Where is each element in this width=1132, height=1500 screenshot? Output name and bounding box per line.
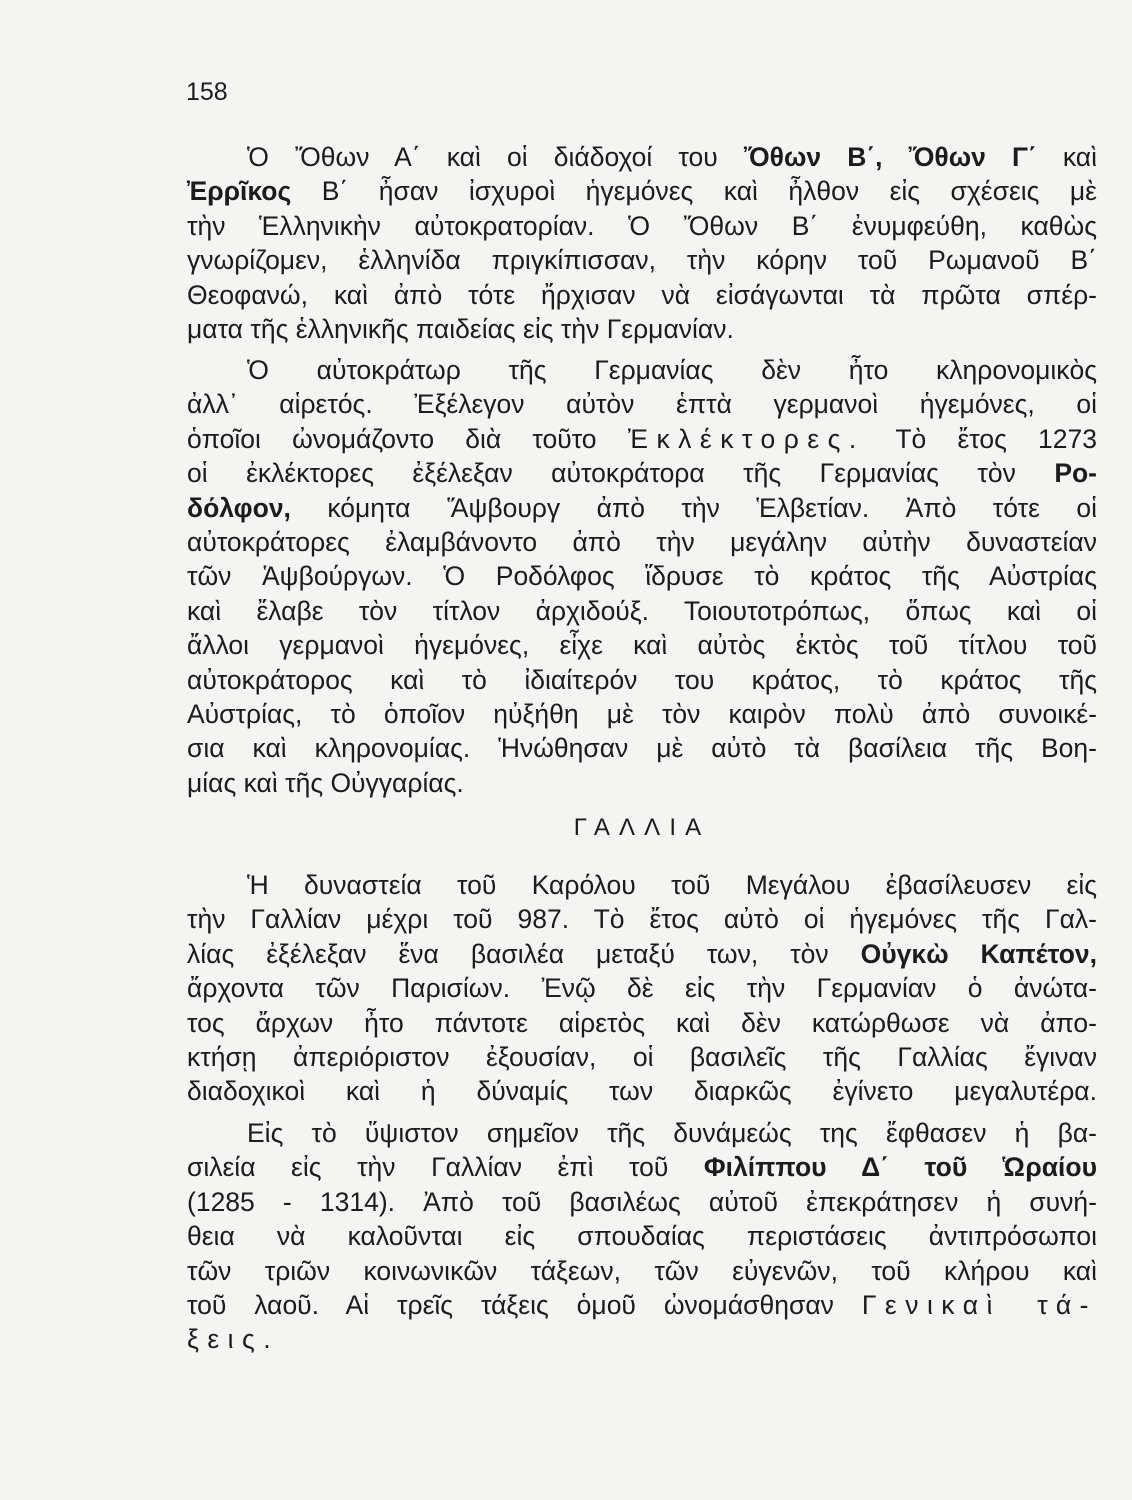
text-segment: οἱ ἐκλέκτορες ἐξέλεξαν αὐτοκράτορα τῆς Γερμανίας τὸν	[187, 458, 1055, 489]
spaced-text: Γενικαὶ τά-	[861, 1289, 1097, 1320]
text-line	[187, 1288, 1097, 1322]
text-segment: μίας καὶ τῆς Οὐγγαρίας.	[187, 767, 464, 798]
text-segment: κόμητα Ἅψβουργ ἀπὸ τὴν Ἑλβετίαν. Ἀπὸ τότε οἱ	[290, 492, 1097, 523]
paragraph-1	[187, 140, 1097, 346]
text-segment: Ὁ Ὄθων Α΄ καὶ οἱ διάδοχοί του	[247, 142, 744, 172]
text-line	[187, 971, 1097, 1005]
text-segment: ὁποῖοι ὠνομάζοντο διὰ τοῦτο	[187, 423, 628, 454]
text-segment: (1285 - 1314). Ἀπὸ τοῦ βασιλέως αὐτοῦ ἐπεκράτησεν ἡ συνή-	[187, 1186, 1097, 1217]
text-line	[187, 422, 1097, 456]
text-segment: ματα τῆς ἑλληνικῆς παιδείας εἰς τὴν Γερμανίαν.	[187, 313, 734, 344]
text-line	[187, 937, 1097, 971]
text-line	[187, 209, 1097, 243]
text-line	[187, 697, 1097, 731]
text-segment: καὶ ἔλαβε τὸν τίτλον ἀρχιδούξ. Τοιουτοτρόπως, ὅπως καὶ οἱ	[187, 595, 1097, 626]
section-heading: ΓΑΛΛΙΑ	[573, 814, 711, 841]
text-segment: διαδοχικοὶ καὶ ἡ δύναμίς των διαρκῶς ἐγίνετο μεγαλυτέρα.	[187, 1076, 1097, 1107]
text-line	[187, 1254, 1097, 1288]
text-line	[187, 559, 1097, 593]
bold-text: Οὐγκὼ Καπέτον,	[860, 938, 1097, 969]
text-segment: αὐτοκράτορες ἐλαμβάνοντο ἀπὸ τὴν μεγάλην αὐτὴν δυναστείαν	[187, 526, 1097, 557]
text-segment: σιλεία εἰς τὴν Γαλλίαν ἐπὶ τοῦ	[187, 1152, 704, 1183]
text-line	[187, 1322, 1097, 1356]
text-line	[187, 628, 1097, 662]
text-line	[187, 1185, 1097, 1219]
text-segment: Εἰς τὸ ὕψιστον σημεῖον τῆς δυνάμεώς της ἔφθασεν ἡ βα-	[247, 1118, 1097, 1148]
text-line	[187, 174, 1097, 208]
text-segment: Ὁ αὐτοκράτωρ τῆς Γερμανίας δὲν ἦτο κληρονομικὸς	[247, 355, 1097, 385]
text-segment: τὴν Ἑλληνικὴν αὐτοκρατορίαν. Ὁ Ὄθων Β΄ ἐνυμφεύθη, καθὼς	[187, 210, 1097, 241]
text-line	[187, 525, 1097, 559]
text-segment: ἀλλ᾽ αἱρετός. Ἐξέλεγον αὐτὸν ἑπτὰ γερμανοὶ ἡγεμόνες, οἱ	[187, 389, 1097, 420]
text-line	[187, 1150, 1097, 1184]
text-line	[187, 1219, 1097, 1253]
text-segment: ἄλλοι γερμανοὶ ἡγεμόνες, εἶχε καὶ αὐτὸς ἐκτὸς τοῦ τίτλου τοῦ	[187, 630, 1097, 661]
text-segment: Ἡ δυναστεία τοῦ Καρόλου τοῦ Μεγάλου ἐβασίλευσεν εἰς	[247, 870, 1097, 900]
text-line	[187, 387, 1097, 421]
text-line	[187, 140, 1097, 174]
text-line	[187, 594, 1097, 628]
paragraph-3	[187, 868, 1097, 1109]
page-number: 158	[186, 78, 228, 106]
text-line	[187, 731, 1097, 765]
text-line	[187, 491, 1097, 525]
bold-text: Φιλίππου Δ΄ τοῦ Ὡραίου	[703, 1152, 1097, 1183]
text-line	[187, 1074, 1097, 1108]
text-segment: αὐτοκράτορος καὶ τὸ ἰδιαίτερόν του κράτος, τὸ κράτος τῆς	[187, 664, 1097, 695]
paragraph-4	[187, 1116, 1097, 1357]
text-line	[187, 353, 1097, 387]
text-line	[187, 243, 1097, 277]
spaced-text: Ἐκλέκτορες.	[627, 423, 865, 454]
text-line	[187, 312, 1097, 346]
text-segment: Β΄ ἦσαν ἰσχυροὶ ἡγεμόνες καὶ ἦλθον εἰς σχέσεις μὲ	[291, 176, 1097, 207]
paragraph-2	[187, 353, 1097, 800]
bold-text: Ρο-	[1054, 458, 1097, 489]
text-line	[187, 868, 1097, 902]
text-segment: θεια νὰ καλοῦνται εἰς σπουδαίας περιστάσεις ἀντιπρόσωποι	[187, 1221, 1097, 1252]
text-line	[187, 1116, 1097, 1150]
text-segment: τῶν τριῶν κοινωνικῶν τάξεων, τῶν εὐγενῶν, τοῦ κλήρου καὶ	[187, 1255, 1097, 1286]
bold-text: Ὄθων Β΄, Ὄθων Γ΄	[743, 142, 1037, 172]
text-segment: καὶ	[1036, 142, 1098, 172]
text-line	[187, 1040, 1097, 1074]
text-segment: Θεοφανώ, καὶ ἀπὸ τότε ἤρχισαν νὰ εἰσάγωνται τὰ πρῶτα σπέρ-	[187, 279, 1097, 310]
text-segment: κτήσῃ ἀπεριόριστον ἐξουσίαν, οἱ βασιλεῖς τῆς Γαλλίας ἔγιναν	[187, 1041, 1097, 1072]
text-segment: ἄρχοντα τῶν Παρισίων. Ἐνῷ δὲ εἰς τὴν Γερμανίαν ὁ ἀνώτα-	[187, 973, 1097, 1004]
text-segment: Αὐστρίας, τὸ ὁποῖον ηὐξήθη μὲ τὸν καιρὸν πολὺ ἀπὸ συνοικέ-	[187, 698, 1097, 729]
bold-text: δόλφον,	[187, 492, 291, 523]
text-segment: τὴν Γαλλίαν μέχρι τοῦ 987. Τὸ ἔτος αὐτὸ οἱ ἡγεμόνες τῆς Γαλ-	[187, 904, 1097, 935]
text-line	[187, 902, 1097, 936]
text-segment: Τὸ ἔτος 1273	[864, 423, 1097, 454]
text-segment: τοῦ λαοῦ. Αἱ τρεῖς τάξεις ὁμοῦ ὠνομάσθησαν	[187, 1289, 862, 1320]
text-line	[187, 278, 1097, 312]
text-line	[187, 663, 1097, 697]
text-line	[187, 1006, 1097, 1040]
bold-text: Ἐρρῖκος	[187, 176, 292, 207]
spaced-text: ξεις.	[187, 1324, 280, 1355]
text-segment: σια καὶ κληρονομίας. Ἡνώθησαν μὲ αὐτὸ τὰ βασίλεια τῆς Βοη-	[187, 733, 1097, 764]
text-line	[187, 766, 1097, 800]
text-segment: τῶν Ἁψβούργων. Ὁ Ροδόλφος ἵδρυσε τὸ κράτος τῆς Αὐστρίας	[187, 561, 1097, 592]
text-line	[187, 456, 1097, 490]
text-segment: λίας ἐξέλεξαν ἕνα βασιλέα μεταξύ των, τὸν	[187, 938, 861, 969]
text-segment: γνωρίζομεν, ἑλληνίδα πριγκίπισσαν, τὴν κόρην τοῦ Ρωμανοῦ Β΄	[187, 245, 1097, 276]
text-segment: τος ἄρχων ἦτο πάντοτε αἱρετὸς καὶ δὲν κατώρθωσε νὰ ἀπο-	[187, 1007, 1097, 1038]
